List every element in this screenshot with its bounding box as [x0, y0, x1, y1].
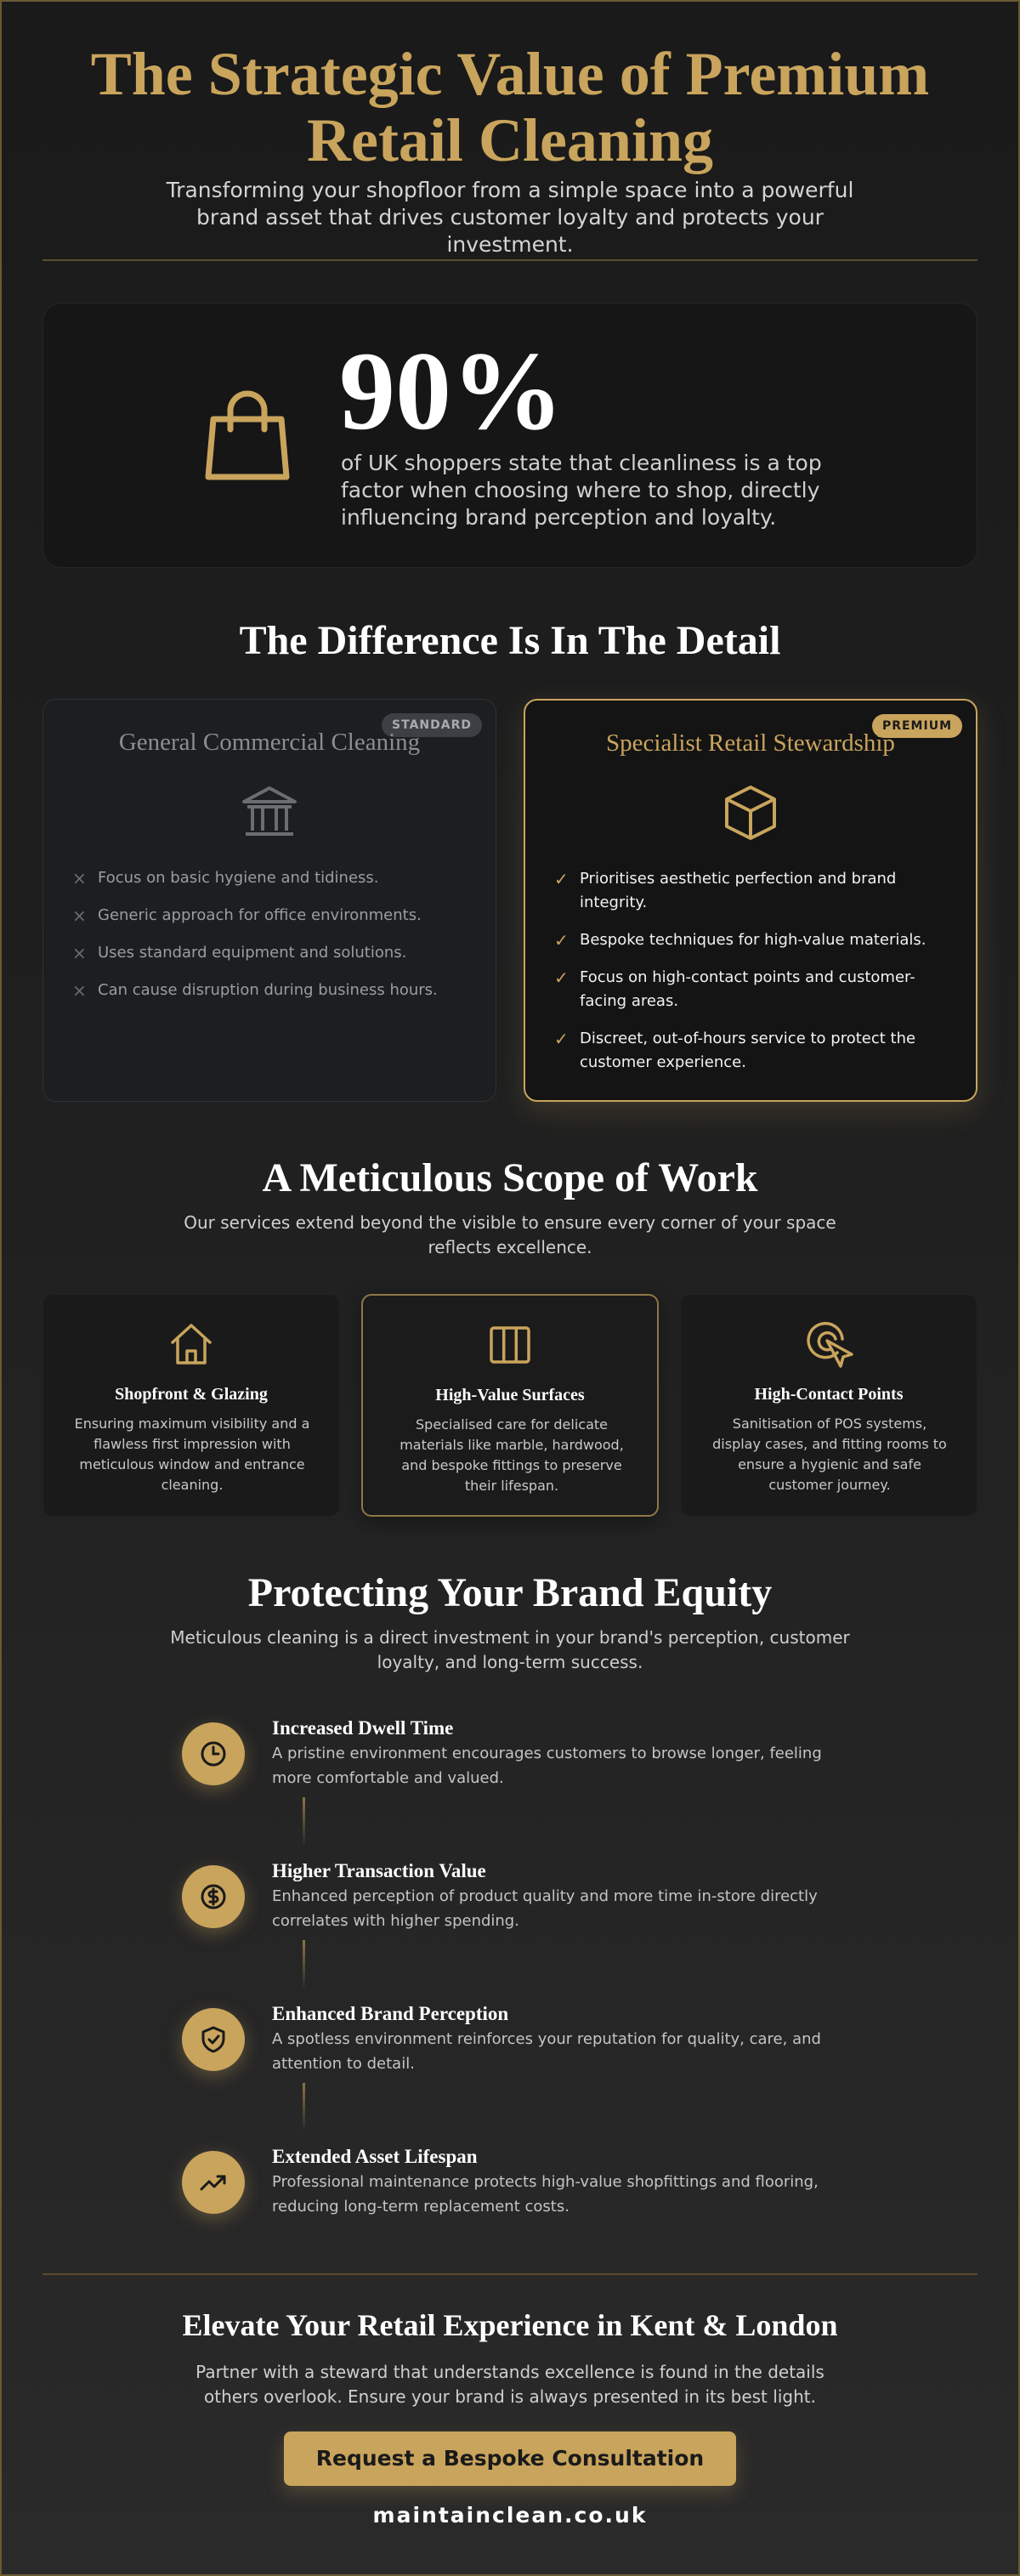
- benefit-icon-circle: [182, 1722, 245, 1785]
- premium-features-list: [554, 867, 954, 1088]
- stat-value: 90%: [339, 328, 564, 453]
- feature-text: Focus on basic hygiene and tidiness.: [98, 869, 379, 887]
- list-item: [72, 979, 472, 1002]
- scope-section-subtitle: Our services extend beyond the visible to ensure every corner of your space reflects excellence.: [184, 1212, 836, 1257]
- standard-service-card: [42, 699, 496, 1102]
- standard-badge: STANDARD: [382, 713, 482, 737]
- list-item: [554, 1027, 954, 1075]
- scope-card-title: High-Contact Points: [754, 1385, 904, 1404]
- page-title: [0, 41, 1020, 173]
- stat-card: [42, 303, 978, 568]
- scope-section-title: A Meticulous Scope of Work: [262, 1155, 758, 1200]
- list-item: [72, 904, 472, 928]
- shopping-bag-icon: [201, 385, 293, 485]
- feature-text: Discreet, out-of-hours service to protect the customer experience.: [580, 1030, 916, 1071]
- benefit-item-dwell-time: [182, 1716, 862, 1809]
- trend-up-icon: [199, 2168, 228, 2197]
- benefit-title: Extended Asset Lifespan: [272, 2146, 478, 2167]
- premium-badge: PREMIUM: [872, 714, 962, 738]
- check-icon: ✓: [554, 1029, 569, 1049]
- cross-icon: ×: [72, 905, 87, 926]
- scope-card-text: Specialised care for delicate materials like marble, hardwood, and bespoke fittings to preserve their lifespan.: [400, 1416, 624, 1494]
- benefit-icon-circle: [182, 2008, 245, 2071]
- footer-divider: [42, 2273, 978, 2275]
- timeline-connector: [303, 1940, 305, 1988]
- standard-features-list: [72, 866, 472, 1016]
- feature-text: Prioritises aesthetic perfection and brand integrity.: [580, 870, 897, 911]
- shield-check-icon: [199, 2025, 228, 2054]
- benefit-title: Increased Dwell Time: [272, 1717, 454, 1739]
- cta-text: Partner with a steward that understands excellence is found in the details others overlook. Ensure your brand is always presented in its best light.: [196, 2362, 824, 2407]
- benefit-item-asset-lifespan: [182, 2144, 862, 2238]
- benefit-text: A pristine environment encourages customers to browse longer, feeling more comfortable and valued.: [272, 1745, 822, 1787]
- scope-card-text: Ensuring maximum visibility and a flawless first impression with meticulous window and entrance cleaning.: [74, 1416, 310, 1493]
- feature-text: Uses standard equipment and solutions.: [98, 944, 407, 962]
- cta-title: Elevate Your Retail Experience in Kent & London: [182, 2308, 838, 2342]
- scope-card-shopfront: [42, 1294, 340, 1517]
- feature-text: Focus on high-contact points and customer-facing areas.: [580, 968, 915, 1010]
- feature-text: Can cause disruption during business hours.: [98, 981, 438, 999]
- page-title-line-1: The Strategic Value of Premium: [90, 40, 930, 108]
- cross-icon: ×: [72, 943, 87, 963]
- benefit-text: Enhanced perception of product quality and more time in-store directly correlates with higher spending.: [272, 1887, 818, 1930]
- website-link[interactable]: maintainclean.co.uk: [372, 2503, 648, 2528]
- house-icon: [166, 1319, 217, 1370]
- standard-card-title: General Commercial Cleaning: [118, 729, 421, 756]
- scope-card-text: Sanitisation of POS systems, display cases, and fitting rooms to ensure a hygienic and safe customer journey.: [712, 1416, 947, 1493]
- timeline-connector: [303, 1797, 305, 1845]
- scope-card-title: High-Value Surfaces: [435, 1386, 585, 1404]
- scope-card-title: Shopfront & Glazing: [115, 1385, 268, 1404]
- equity-section-subtitle: Meticulous cleaning is a direct investment in your brand's perception, customer loyalty, and long-term success.: [170, 1627, 850, 1672]
- timeline-connector: [303, 2083, 305, 2131]
- benefit-title: Enhanced Brand Perception: [272, 2003, 509, 2024]
- list-item: [72, 866, 472, 890]
- list-item: [554, 966, 954, 1013]
- currency-icon: [199, 1882, 228, 1911]
- list-item: [554, 867, 954, 915]
- cube-icon: [720, 782, 781, 843]
- pointer-click-icon: [803, 1319, 854, 1370]
- header-divider: [42, 259, 978, 261]
- equity-section-title: Protecting Your Brand Equity: [247, 1570, 773, 1615]
- list-item: [72, 941, 472, 965]
- benefit-text: Professional maintenance protects high-value shopfittings and flooring, reducing long-term replacement costs.: [272, 2173, 819, 2216]
- feature-text: Generic approach for office environments.: [98, 906, 422, 924]
- benefit-text: A spotless environment reinforces your reputation for quality, care, and attention to detail.: [272, 2030, 821, 2073]
- cross-icon: ×: [72, 980, 87, 1001]
- benefit-icon-circle: [182, 2151, 245, 2214]
- cross-icon: ×: [72, 868, 87, 888]
- benefit-item-brand-perception: [182, 2001, 862, 2095]
- scope-card-contact-points: [680, 1294, 978, 1517]
- check-icon: ✓: [554, 930, 569, 950]
- stat-description: of UK shoppers state that cleanliness is a top factor when choosing where to shop, directly influencing brand perception and loyalty.: [341, 451, 822, 530]
- premium-service-card: [524, 699, 978, 1102]
- page-subtitle: Transforming your shopfloor from a simple space into a powerful brand asset that drives customer loyalty and protects your investment.: [166, 178, 854, 257]
- list-item: [554, 928, 954, 952]
- clock-icon: [199, 1739, 228, 1768]
- premium-card-title: Specialist Retail Stewardship: [606, 729, 895, 757]
- columns-icon: [484, 1319, 536, 1370]
- check-icon: ✓: [554, 967, 569, 988]
- difference-section-title: The Difference Is In The Detail: [239, 618, 781, 663]
- scope-card-surfaces: [361, 1294, 659, 1517]
- feature-text: Bespoke techniques for high-value materials.: [580, 931, 926, 949]
- request-consultation-button[interactable]: Request a Bespoke Consultation: [284, 2431, 736, 2486]
- benefit-title: Higher Transaction Value: [272, 1860, 486, 1881]
- building-columns-icon: [239, 781, 300, 843]
- benefit-item-transaction-value: [182, 1858, 862, 1952]
- page-title-line-2: Retail Cleaning: [307, 106, 713, 174]
- check-icon: ✓: [554, 869, 569, 889]
- benefit-icon-circle: [182, 1865, 245, 1928]
